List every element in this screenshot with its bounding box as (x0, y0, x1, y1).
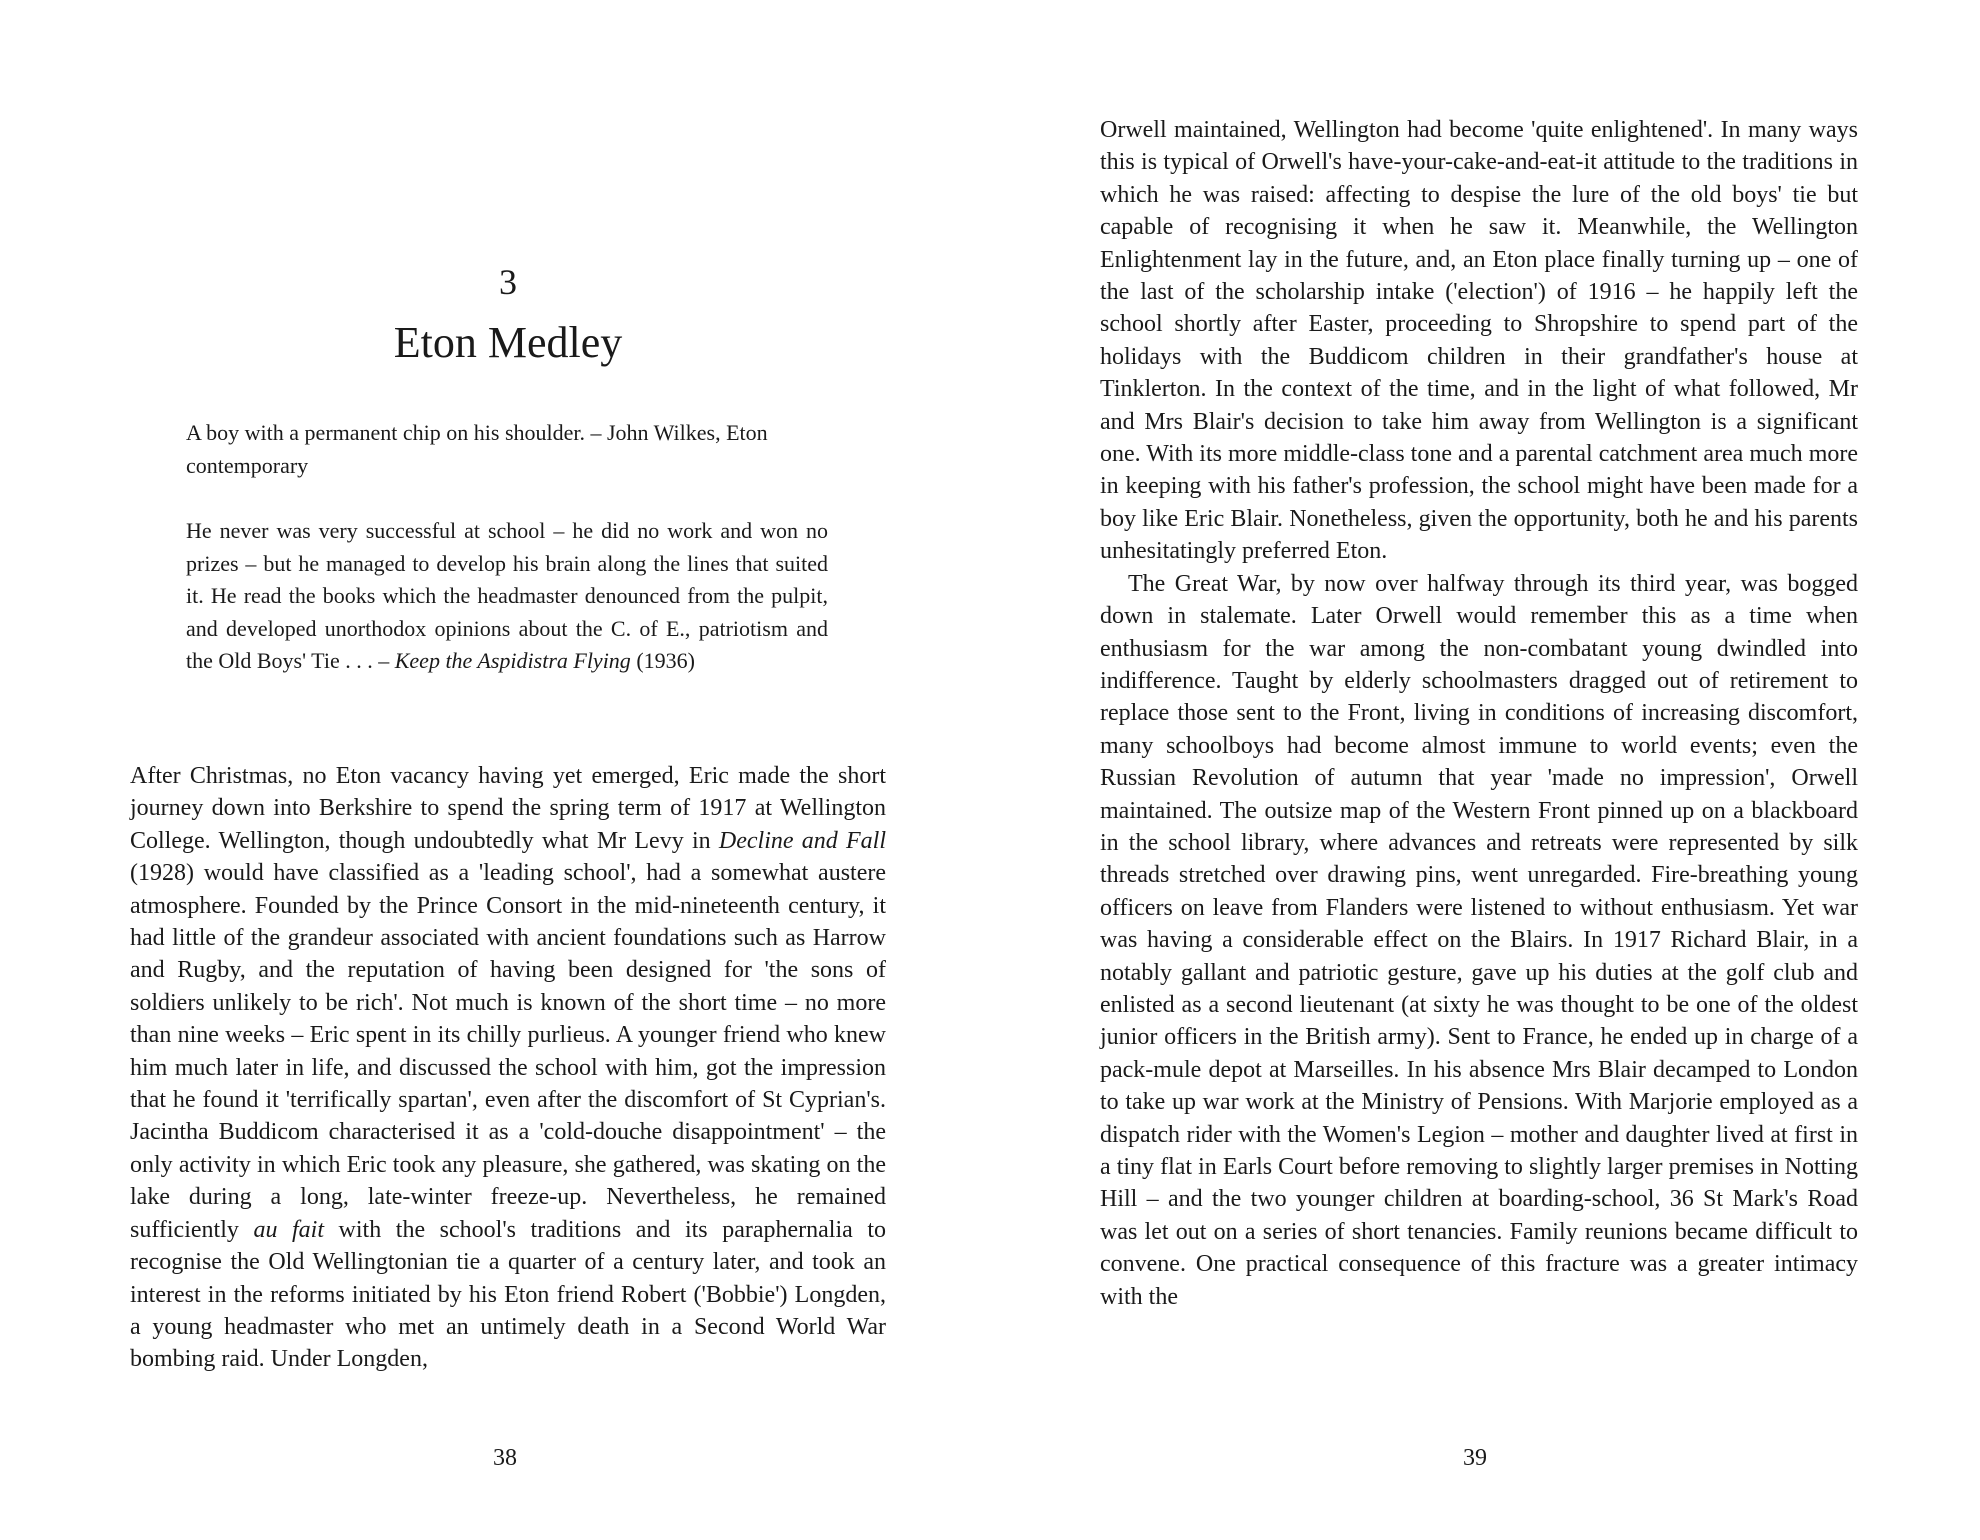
body-italic-phrase: au fait (253, 1216, 324, 1243)
body-italic-title: Decline and Fall (718, 827, 887, 854)
body-text-part: After Christmas, no Eton vacancy having yet emerged, Eric made the short journey down into Berkshire to spend the spring term of 1917 at Wellington College. Wellington, though undoubtedly what Mr Levy in (130, 763, 886, 854)
body-paragraph (130, 760, 886, 1376)
body-text-block (1100, 114, 1858, 1313)
epigraph-source-year: (1936) (630, 648, 695, 673)
epigraph-source-title: Keep the Aspidistra Flying (394, 648, 631, 673)
page-number-left: 38 (493, 1445, 517, 1471)
epigraph-quote: He never was very successful at school – he did no work and won no prizes – but he managed to develop his brain along the lines that suited it. He read the books which the headmaster denounced from the pulpit, and developed unorthodox opinions about the C. of E., patriotism and the Old Boys' Tie . . . – (186, 518, 828, 673)
page-number-right: 39 (1463, 1445, 1487, 1471)
body-paragraph: The Great War, by now over halfway through its third year, was bogged down in stalemate. Later Orwell would remember this as a time when enthusiasm for the war among the non-combatant young dwindled into indifference. Taught by elderly schoolmasters dragged out of retirement to replace those sent to the Front, living in conditions of increasing discomfort, many schoolboys had become almost immune to world events; even the Russian Revolution of autumn that year 'made no impression', Orwell maintained. The outsize map of the Western Front pinned up on a blackboard in the school library, where advances and retreats were represented by silk threads stretched over drawing pins, went unregarded. Fire-breathing young officers on leave from Flanders were listened to without enthusiasm. Yet war was having a considerable effect on the Blairs. In 1917 Richard Blair, in a notably gallant and patriotic gesture, gave up his duties at the golf club and enlisted as a second lieutenant (at sixty he was thought to be one of the oldest junior officers in the British army). Sent to France, he ended up in charge of a pack-mule depot at Marseilles. In his absence Mrs Blair decamped to London to take up war work at the Ministry of Pensions. With Marjorie employed as a dispatch rider with the Women's Legion – mother and daughter lived at first in a tiny flat in Earls Court before removing to slightly larger premises in Notting Hill – and the two younger children at boarding-school, 36 St Mark's Road was let out on a series of short tenancies. Family reunions became difficult to convene. One practical consequence of this fracture was a greater intimacy with the (1100, 570, 1858, 1310)
body-text-part: (1928) would have classified as a 'leading school', had a somewhat austere atmosphere. Founded by the Prince Consort in the mid-nineteenth century, it had little of the grandeur associated with ancient foundations such as Harrow and Rugby, and the reputation of having been designed for 'the sons of soldiers unlikely to be rich'. Not much is known of the short time – no more than nine weeks – Eric spent in its chilly purlieus. A younger friend who knew him much later in life, and discussed the school with him, got the impression that he found it 'terrifically spartan', even after the discomfort of St Cyprian's. Jacintha Buddicom characterised it as a 'cold-douche disappointment' – the only activity in which Eric took any pleasure, she gathered, was skating on the lake during a long, late-winter freeze-up. Nevertheless, he remained sufficiently (130, 860, 886, 1243)
chapter-title: Eton Medley (393, 318, 623, 367)
epigraph-aspidistra (186, 515, 828, 678)
right-page (990, 0, 1980, 1540)
chapter-number: 3 (499, 262, 517, 302)
body-text-part: with the school's traditions and its paraphernalia to recognise the Old Wellingtonian tie a quarter of a century later, and took an interest in the reforms initiated by his Eton friend Robert ('Bobbie') Longden, a young headmaster who met an untimely death in a Second World War bombing raid. Under Longden, (130, 1216, 886, 1373)
body-paragraph: Orwell maintained, Wellington had become 'quite enlightened'. In many ways this is typical of Orwell's have-your-cake-and-eat-it attitude to the traditions in which he was raised: affecting to despise the lure of the old boys' tie but capable of recognising it when he saw it. Meanwhile, the Wellington Enlightenment lay in the future, and, an Eton place finally turning up – one of the last of the scholarship intake ('election') of 1916 – he happily left the school shortly after Easter, proceeding to Shropshire to spend part of the holidays with the Buddicom children in their grandfather's house at Tinklerton. In the context of the time, and in the light of what followed, Mr and Mrs Blair's decision to take him away from Wellington is a significant one. With its more middle-class tone and a parental catchment area much more in keeping with his father's profession, the school might have been made for a boy like Eric Blair. Nonetheless, given the opportunity, both he and his parents unhesitatingly preferred Eton. (1100, 117, 1858, 565)
epigraph-wilkes: A boy with a permanent chip on his shoulder. – John Wilkes, Eton contemporary (186, 420, 768, 478)
